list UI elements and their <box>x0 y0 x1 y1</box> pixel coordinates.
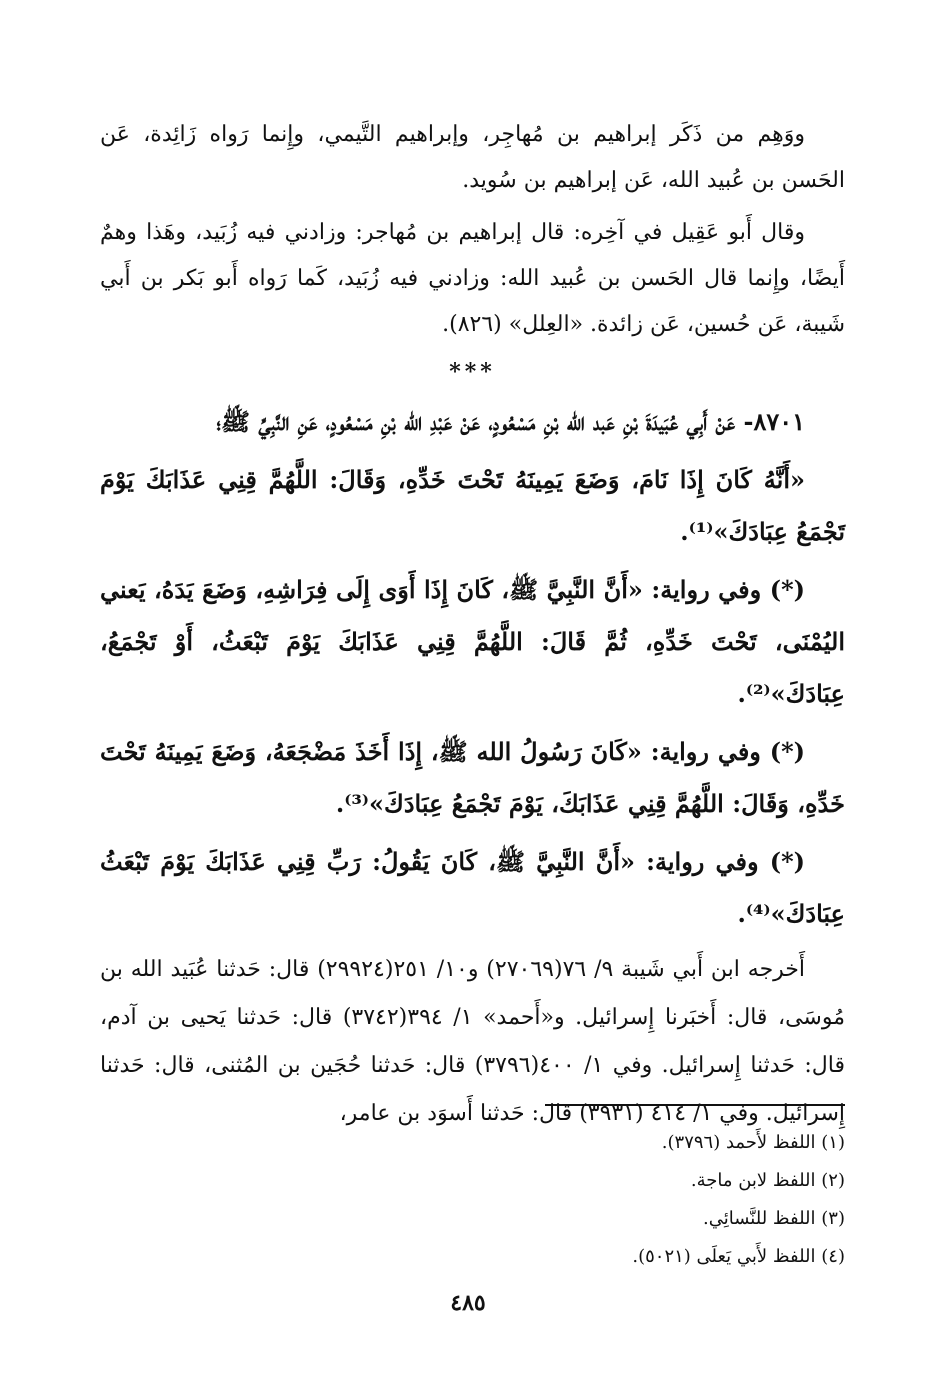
footnote-2: (٢) اللفظ لابن ماجة. <box>690 1170 845 1191</box>
riwaya-1: (*) وفي رواية: «أَنَّ النَّبِيَّ ﷺ، كَانَ إِذَا أَوَى إِلَى فِرَاشِهِ، وَضَعَ يَدَهُ، يَعني اليُمْنَى، تَحْتَ خَدِّهِ، ثُمَّ قَالَ: اللَّهُمَّ قِنِي عَذَابَكَ يَوْمَ تَبْعَثُ، أَوْ تَجْمَعُ، عِبَادَكَ»⁽²⁾. <box>100 575 845 708</box>
paragraph-wahm: ووَهِم من ذَكَر إبراهيم بن مُهاجِر، وإبراهيم التَّيمي، وإِنما رَواه زَائِدة، عَن الحَسن بن عُبيد الله، عَن إبراهيم بن سُويد. <box>100 122 845 193</box>
hadith-matn: «أَنَّهُ كَانَ إِذَا نَامَ، وَضَعَ يَمِينَهُ تَحْتَ خَدِّهِ، وَقَالَ: اللَّهُمَّ قِنِي عَذَابَكَ يَوْمَ تَجْمَعُ عِبَادَكَ»⁽¹⁾. <box>100 465 845 546</box>
takhrij-paragraph: أَخرجه ابن أَبي شَيبة ٩/ ٧٦(٢٧٠٦٩) و١٠/ ٢٥١(٢٩٩٢٤) قال: حَدثنا عُبَيد الله بن مُوسَى، قال: أَخبَرنا إِسرائيل. و«أَحمد» ١/ ٣٩٤(٣٧٤٢) قال: حَدثنا يَحيى بن آدم، قال: حَدثنا إِسرائيل. وفي ١/ ٤٠٠(٣٧٩٦) قال: حَدثنا حُجَين بن المُثنى، قال: حَدثنا إِسرائيل. وفي ١/ ٤١٤ (٣٩٣١) قال: حَدثنا أَسوَد بن عامر، <box>100 957 846 1126</box>
footnote-divider <box>545 1104 845 1106</box>
section-separator: *** <box>449 359 496 385</box>
riwaya-3: (*) وفي رواية: «أَنَّ النَّبِيَّ ﷺ، كَانَ يَقُولُ: رَبِّ قِنِي عَذَابَكَ يَوْمَ تَبْعَثُ عِبَادَكَ»⁽⁴⁾. <box>100 847 845 928</box>
paragraph-abu-aqil: وقال أَبو عَقِيل في آخِره: قال إبراهيم بن مُهاجر: وزادني فيه زُبَيد، وهَذا وهمٌ أَيضًا، وإِنما قال الحَسن بن عُبيد الله: وزادني فيه زُبَيد، كَما رَواه أَبو بَكر بن أَبي شَيبة، عَن حُسين، عَن زائدة. «العِلل» (٨٢٦). <box>100 220 845 337</box>
footnotes <box>100 1124 845 1276</box>
riwaya-2: (*) وفي رواية: «كَانَ رَسُولُ الله ﷺ، إِذَا أَخَذَ مَضْجَعَهُ، وَضَعَ يَمِينَهُ تَحْتَ خَدِّهِ، وَقَالَ: اللَّهُمَّ قِنِي عَذَابَكَ، يَوْمَ تَجْمَعُ عِبَادَكَ»⁽³⁾. <box>100 737 845 818</box>
page-number: ٤٨٥ <box>450 1290 486 1316</box>
footnote-3: (٣) اللفظ للنَّسائِي. <box>703 1208 845 1229</box>
footnote-4: (٤) اللفظ لأَبي يَعلَى (٥٠٢١). <box>632 1246 845 1267</box>
footnote-1: (١) اللفظ لأَحمد (٣٧٩٦). <box>661 1132 845 1153</box>
hadith-isnad: ٨٧٠١- عَنْ أَبِي عُبَيدَةَ بْنِ عَبد الله بْنِ مَسْعُودٍ، عَنْ عَبْدِ الله بْنِ مَسْعُودٍ، عَنِ النَّبِيِّ ﷺ؛ <box>216 407 805 436</box>
page-body <box>100 112 845 1160</box>
